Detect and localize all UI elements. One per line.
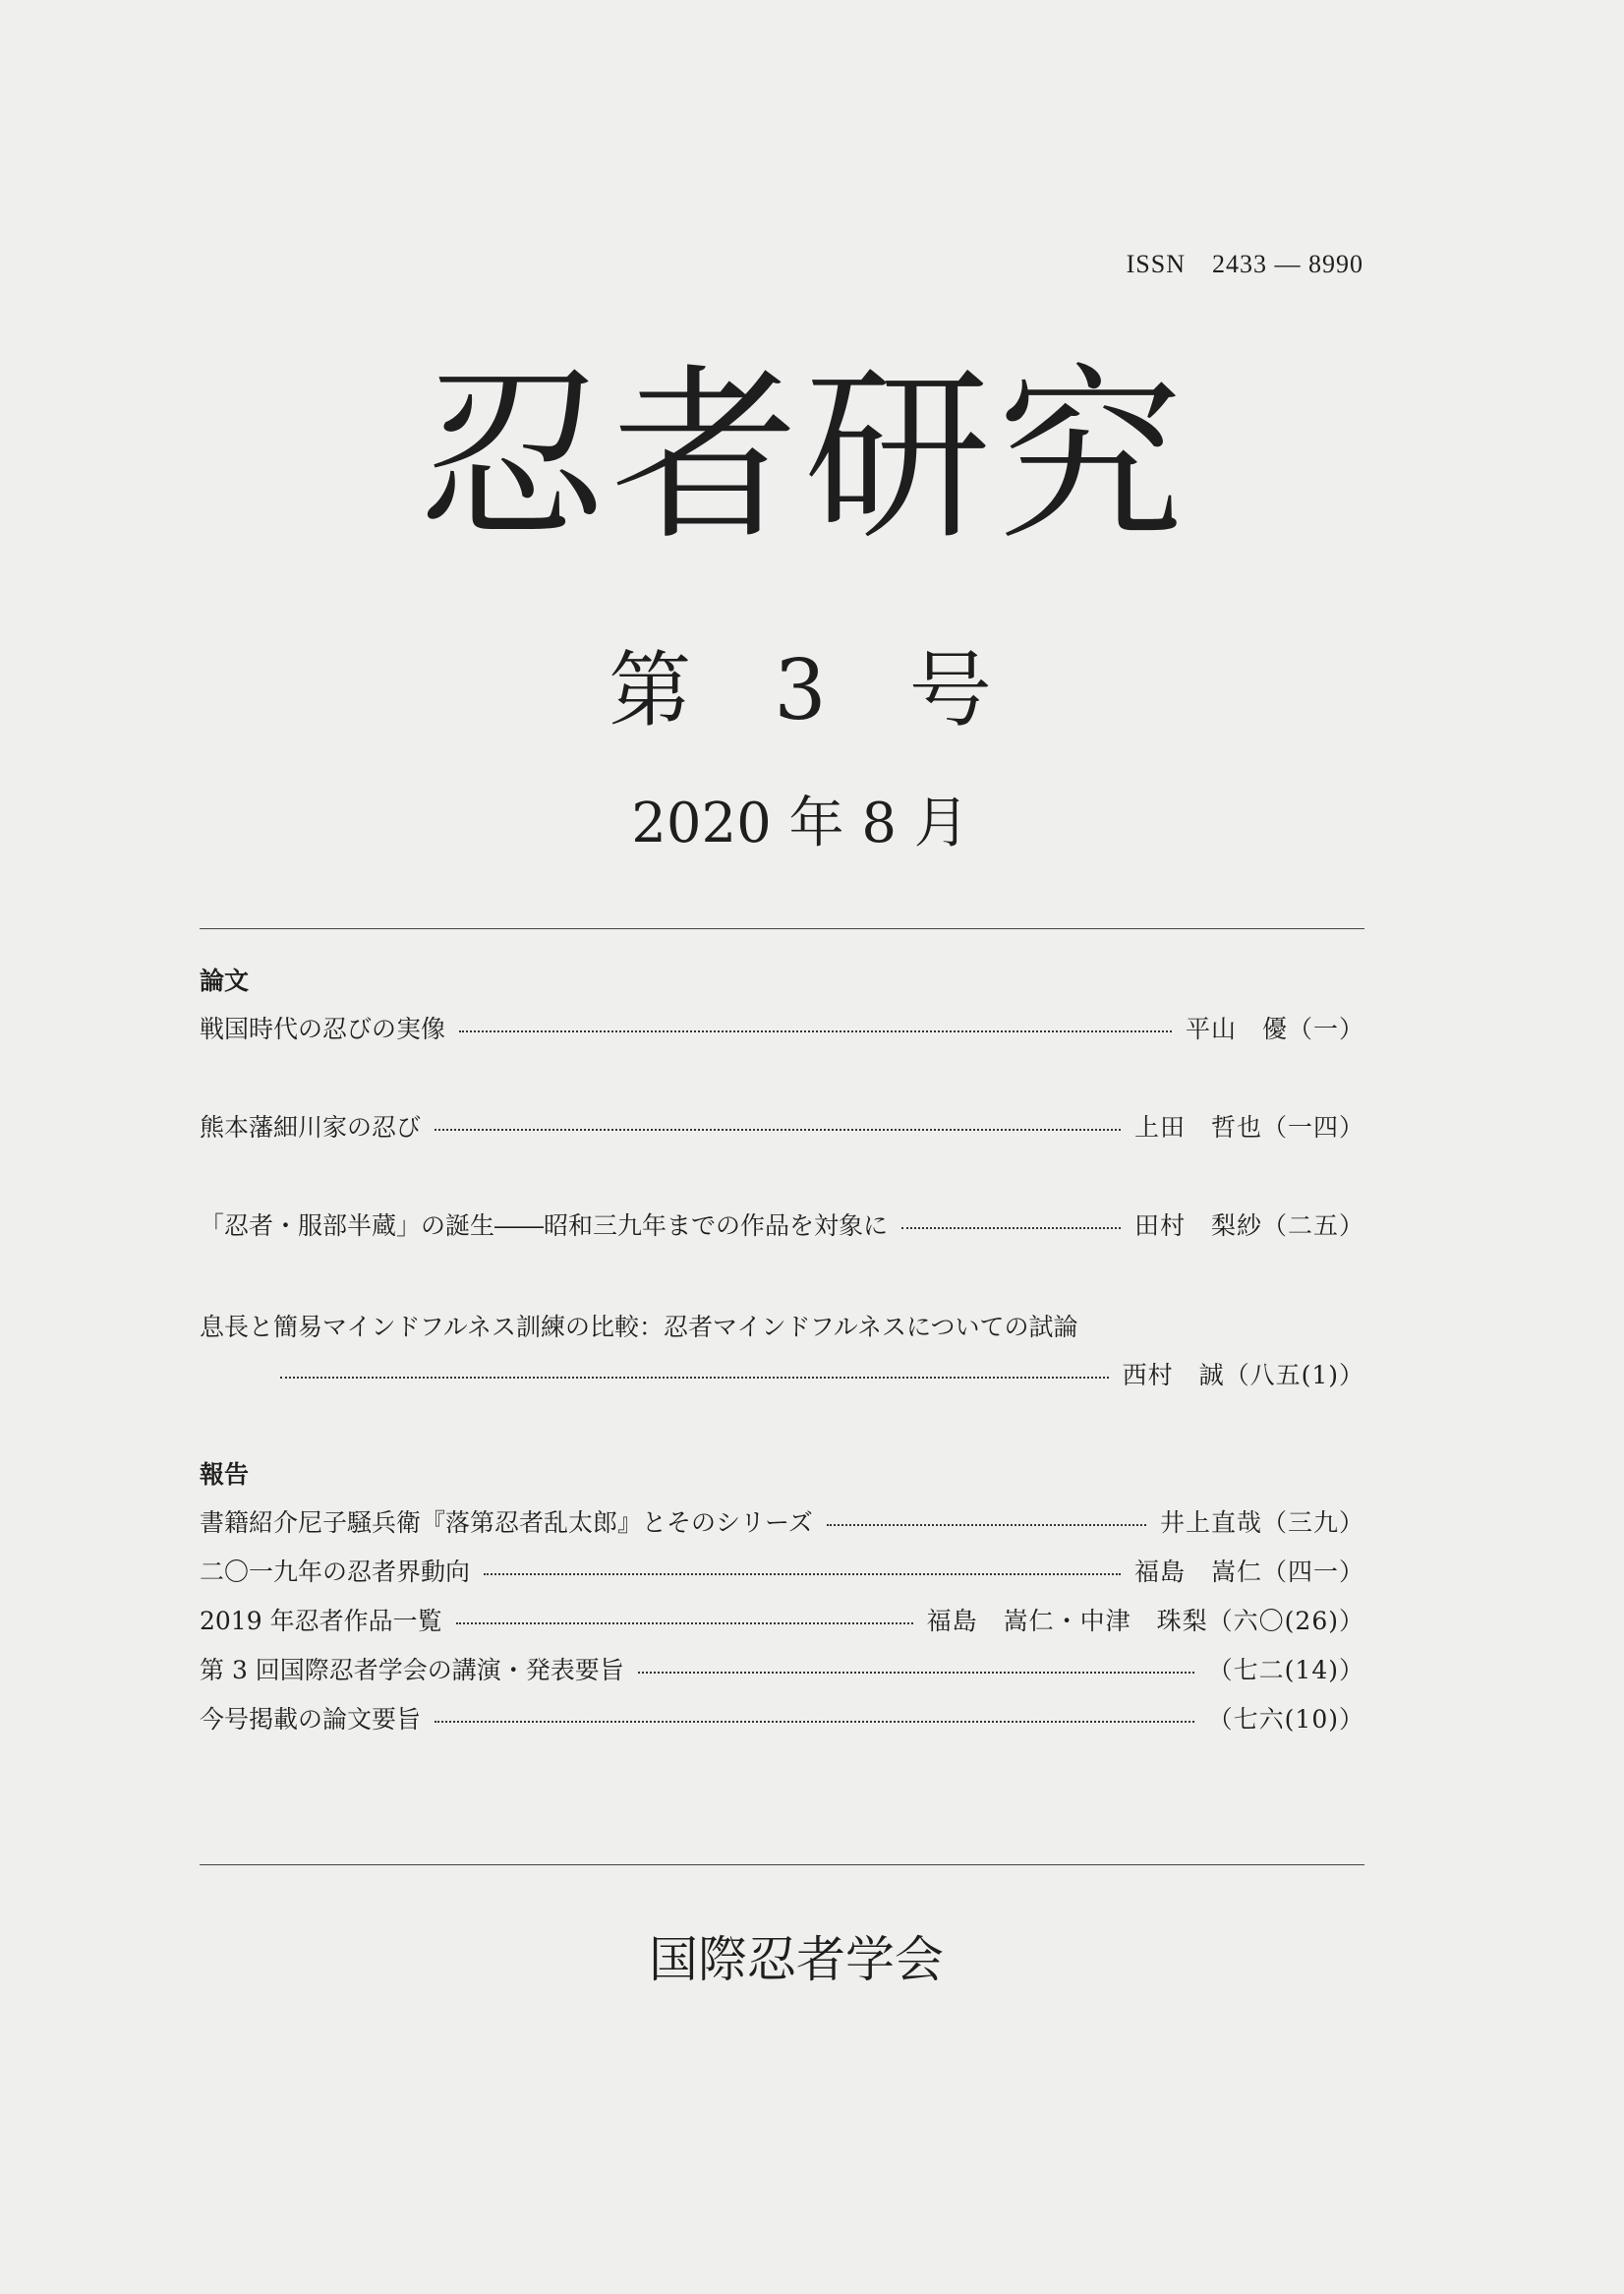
toc-entry (280, 1357, 1364, 1390)
entry-title: 息長と簡易マインドフルネス訓練の比較：忍者マインドフルネスについての試論 (200, 1313, 1078, 1341)
toc-entry (200, 1011, 1364, 1044)
leader-dots (827, 1524, 1146, 1526)
entry-author: 井上直哉（三九） (1159, 1508, 1364, 1537)
entry-author: （七二(14)） (1207, 1656, 1364, 1684)
entry-author: 福島 嵩仁（四一） (1133, 1558, 1364, 1586)
entry-author: 福島 嵩仁・中津 珠梨（六〇(26)） (926, 1607, 1364, 1635)
bottom-divider (200, 1864, 1364, 1865)
leader-dots (484, 1573, 1121, 1575)
publisher-name: 国際忍者学会 (649, 1931, 944, 1988)
entry-author: 平山 優（一） (1185, 1015, 1364, 1043)
toc-entry (200, 1701, 1364, 1735)
entry-title: 2019 年忍者作品一覧 (200, 1607, 442, 1635)
entry-title: 戦国時代の忍びの実像 (200, 1015, 446, 1043)
leader-dots (435, 1129, 1121, 1131)
reports-heading: 報告 (200, 1460, 250, 1489)
top-divider (200, 928, 1364, 929)
leader-dots (459, 1030, 1172, 1032)
entry-author: （七六(10)） (1207, 1705, 1364, 1734)
entry-title: 熊本藩細川家の忍び (200, 1113, 422, 1142)
issue-number: 第 3 号 (609, 642, 992, 738)
leader-dots (638, 1672, 1194, 1674)
entry-title: 今号掲載の論文要旨 (200, 1705, 422, 1734)
entry-title: 「忍者・服部半蔵」の誕生――昭和三九年までの作品を対象に (200, 1211, 889, 1240)
toc-entry (200, 1504, 1364, 1538)
leader-dots (435, 1721, 1194, 1723)
toc-entry (200, 1207, 1364, 1241)
issue-date: 2020 年 8 月 (631, 792, 969, 855)
toc-entry (200, 1652, 1364, 1685)
toc-entry (200, 1109, 1364, 1143)
entry-title: 書籍紹介尼子騒兵衛『落第忍者乱太郎』とそのシリーズ (200, 1508, 813, 1537)
leader-dots (280, 1377, 1109, 1379)
leader-dots (901, 1227, 1121, 1229)
entry-title: 二〇一九年の忍者界動向 (200, 1558, 471, 1586)
entry-author: 上田 哲也（一四） (1133, 1113, 1364, 1142)
entry-title: 第 3 回国際忍者学会の講演・発表要旨 (200, 1656, 624, 1684)
papers-heading: 論文 (200, 967, 250, 995)
entry-author: 西村 誠（八五(1)） (1122, 1361, 1364, 1389)
entry-author: 田村 梨紗（二五） (1133, 1211, 1364, 1240)
issn-number: ISSN 2433 — 8990 (1126, 250, 1363, 278)
leader-dots (456, 1622, 913, 1624)
toc-entry (200, 1603, 1364, 1636)
journal-title: 忍者研究 (418, 348, 1189, 565)
toc-entry (200, 1554, 1364, 1587)
